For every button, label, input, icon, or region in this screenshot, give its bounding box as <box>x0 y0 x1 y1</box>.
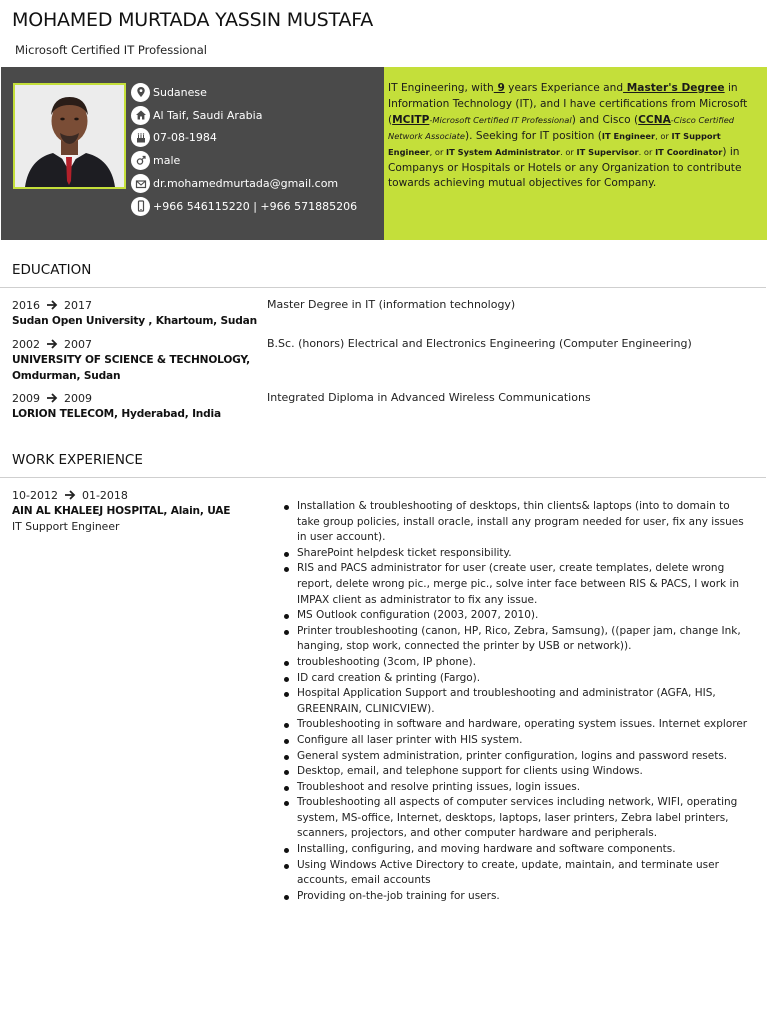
address-text: Al Taif, Saudi Arabia <box>153 108 263 122</box>
duty-item: troubleshooting (3com, IP phone). <box>283 655 753 671</box>
email-text[interactable]: dr.mohamedmurtada@gmail.com <box>153 177 339 191</box>
summary-text: in Information Technology (IT), and I have certifications from Microsoft ( <box>388 82 748 126</box>
start-date: 2009 <box>12 391 40 405</box>
gender-icon <box>131 151 150 170</box>
duties-list <box>283 499 753 904</box>
duty-item: Configure all laser printer with HIS system. <box>283 733 753 749</box>
contact-phone <box>131 195 357 218</box>
institution-location: Omdurman, Sudan <box>12 370 121 382</box>
employer-name: AIN AL KHALEEJ HOSPITAL, Alain, UAE <box>12 505 231 517</box>
start-date: 10-2012 <box>12 488 58 502</box>
duty-item: SharePoint helpdesk ticket responsibility. <box>283 546 753 562</box>
institution-name: LORION TELECOM, Hyderabad, India <box>12 408 221 420</box>
degree-title: Integrated Diploma in Advanced Wireless Communications <box>267 391 591 404</box>
duty-item: Using Windows Active Directory to create, update, maintain, and terminate user accounts, email accounts <box>283 858 753 889</box>
phone-text: +966 546115220 | +966 571885206 <box>153 199 358 213</box>
end-date: 01-2018 <box>81 488 128 502</box>
work-dates <box>12 487 262 503</box>
birthday-cake-icon <box>131 128 150 147</box>
summary-degree: Master's Degree <box>623 82 725 94</box>
education-heading: EDUCATION <box>12 262 92 278</box>
profile-band <box>1 67 767 240</box>
summary-text: ). Seeking for IT position ( <box>465 129 602 142</box>
contact-gender <box>131 149 357 172</box>
institution-name: UNIVERSITY OF SCIENCE & TECHNOLOGY, <box>12 354 250 366</box>
summary-text: ) in Companys or Hospitals or Hotels or any Organization to contribute towards achieving mutual objectives for Company. <box>388 145 742 190</box>
duty-item: RIS and PACS administrator for user (create user, create templates, delete wrong report, delete wrong pic., merge pic., solve inter face between RIS & PACS, I work in IMPAX client as administrator to fix any issue. <box>283 561 753 608</box>
start-date: 2016 <box>12 298 40 312</box>
nationality-text: Sudanese <box>153 85 207 99</box>
profile-photo <box>13 83 126 189</box>
candidate-title: Microsoft Certified IT Professional <box>15 43 207 57</box>
summary-position: IT Engineer <box>601 130 656 141</box>
arrow-right-icon <box>46 299 58 311</box>
arrow-right-icon <box>64 489 76 501</box>
contact-panel <box>1 67 384 240</box>
birthdate-text: 07-08-1984 <box>153 131 217 145</box>
duty-item: Installing, configuring, and moving hardware and software components. <box>283 842 753 858</box>
arrow-right-icon <box>46 338 58 350</box>
candidate-name: MOHAMED MURTADA YASSIN MUSTAFA <box>12 9 374 31</box>
summary-separator: , or <box>655 130 672 141</box>
education-entry <box>12 336 262 384</box>
summary-text: IT Engineering, with <box>388 82 494 94</box>
gender-text: male <box>153 154 181 168</box>
education-dates <box>12 390 262 406</box>
duty-item: Desktop, email, and telephone support for clients using Windows. <box>283 764 753 780</box>
job-title: IT Support Engineer <box>12 520 120 533</box>
arrow-right-icon <box>46 392 58 404</box>
summary-ccna: CCNA <box>638 113 671 126</box>
duty-item: ID card creation & printing (Fargo). <box>283 671 753 687</box>
institution-name: Sudan Open University , Khartoum, Sudan <box>12 315 257 327</box>
degree-title: Master Degree in IT (information technology) <box>267 298 516 311</box>
email-icon <box>131 174 150 193</box>
duty-item: Hospital Application Support and troubleshooting and administrator (AGFA, HIS, GREENRAIN, CLINICVIEW). <box>283 686 753 717</box>
professional-summary <box>388 81 763 192</box>
home-icon <box>131 106 150 125</box>
summary-years: 9 <box>493 82 505 94</box>
summary-position: IT Coordinator <box>655 146 723 157</box>
duty-item: Troubleshoot and resolve printing issues, login issues. <box>283 780 753 796</box>
contact-list <box>131 81 357 218</box>
duty-item: Troubleshooting in software and hardware, operating system issues. Internet explorer <box>283 717 753 733</box>
phone-icon <box>131 197 150 216</box>
education-entry <box>12 390 262 422</box>
summary-panel <box>384 67 767 240</box>
work-divider <box>0 477 766 478</box>
start-date: 2002 <box>12 337 40 351</box>
education-dates <box>12 336 262 352</box>
contact-email <box>131 172 357 195</box>
end-date: 2007 <box>64 337 92 351</box>
duty-item: Installation & troubleshooting of desktops, thin clients& laptops (into to domain to take group policies, install oracle, install any program needed for user, fix any issues in user account). <box>283 499 753 546</box>
education-entry <box>12 297 262 329</box>
summary-position: IT Support Engineer <box>388 130 721 157</box>
contact-address <box>131 104 357 127</box>
summary-separator: , or <box>429 146 447 157</box>
duty-item: Troubleshooting all aspects of computer services including network, WIFI, operating system, MS-office, Internet, desktops, laptops, laser printers, Zebra label printers, scanners, projectors, and other computer hardware and peripherals. <box>283 795 753 842</box>
end-date: 2017 <box>64 298 92 312</box>
summary-mcitp: MCITP <box>392 113 430 126</box>
duty-item: Printer troubleshooting (canon, HP, Rico, Zebra, Samsung), ((paper jam, change Ink, hanging, stop work, connected the printer by USB or network)). <box>283 624 753 655</box>
contact-nationality <box>131 81 357 104</box>
end-date: 2009 <box>64 391 92 405</box>
summary-separator: . or <box>560 146 577 157</box>
duty-item: Providing on-the-job training for users. <box>283 889 753 905</box>
summary-ccna-full: -Cisco Certified Network Associate <box>388 114 735 141</box>
education-divider <box>0 287 766 288</box>
summary-mcitp-full: -Microsoft Certified IT Professional <box>429 114 572 125</box>
summary-text: ) and Cisco ( <box>571 113 639 126</box>
contact-birthdate <box>131 127 357 150</box>
work-heading: WORK EXPERIENCE <box>12 452 143 468</box>
summary-separator: . or <box>638 146 656 157</box>
duty-item: MS Outlook configuration (2003, 2007, 2010). <box>283 608 753 624</box>
degree-title: B.Sc. (honors) Electrical and Electronics Engineering (Computer Engineering) <box>267 337 692 350</box>
summary-position: IT Supervisor <box>576 146 639 157</box>
education-dates <box>12 297 262 313</box>
summary-text: years Experiance and <box>504 82 624 94</box>
duty-item: General system administration, printer configuration, logins and password resets. <box>283 749 753 765</box>
location-pin-icon <box>131 83 150 102</box>
summary-position: IT System Administrator <box>446 146 561 157</box>
work-entry <box>12 487 262 534</box>
